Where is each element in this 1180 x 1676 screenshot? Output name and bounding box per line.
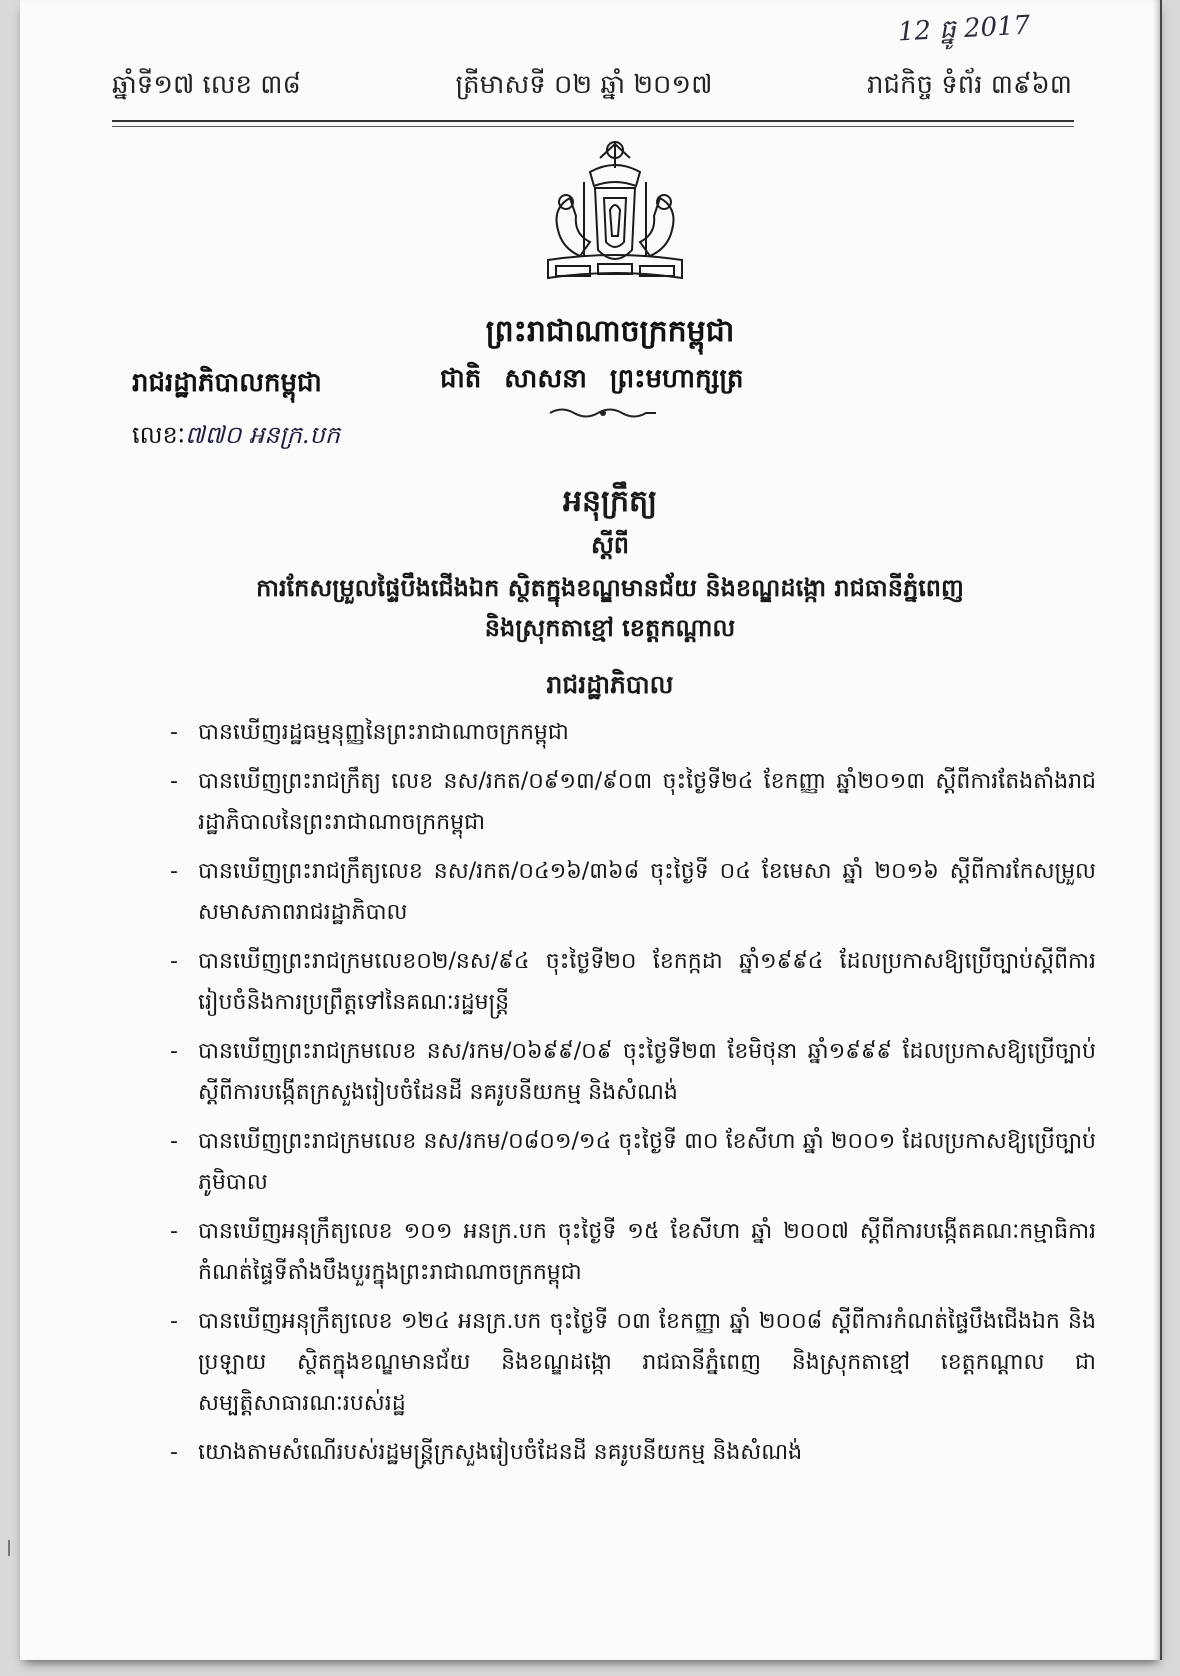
issuer-heading: រាជរដ្ឋាភិបាល bbox=[546, 670, 674, 699]
royal-coat-of-arms-icon bbox=[540, 138, 690, 298]
preamble-clauses bbox=[170, 712, 1096, 1481]
document-title: អនុក្រឹត្យ bbox=[562, 484, 658, 519]
gazette-date: ត្រីមាសទី ០២ ឆ្នាំ ២០១៧ bbox=[455, 70, 713, 100]
clause-item: - បានឃើញព្រះរាជក្រមលេខ០២/នស/៩៤ ចុះថ្ងៃទី២០ ខែកក្កដា ឆ្នាំ១៩៩៤ ដែលប្រកាសឱ្យប្រើច្បាប់ស្តីពីការរៀបចំនិងការប្រព្រឹត្តទៅនៃគណៈរដ្ឋមន្ត្រី bbox=[170, 949, 1096, 1015]
clause-item: - បានឃើញព្រះរាជក្រមលេខ នស/រកម/០៦៩៩/០៩ ចុះថ្ងៃទី២៣ ខែមិថុនា ឆ្នាំ១៩៩៩ ដែលប្រកាសឱ្យប្រើច្បាប់ស្តីពីការបង្កើតក្រសួងរៀបចំដែនដី នគរូបនីយកម្ម និងសំណង់ bbox=[170, 1039, 1096, 1105]
clause-item: - បានឃើញព្រះរាជក្រមលេខ នស/រកម/០៨០១/១៤ ចុះថ្ងៃទី ៣០ ខែសីហា ឆ្នាំ ២០០១ ដែលប្រកាសឱ្យប្រើច្បាប់ភូមិបាល bbox=[170, 1129, 1096, 1195]
clause-item: - យោងតាមសំណើរបស់រដ្ឋមន្ត្រីក្រសួងរៀបចំដែនដី នគរូបនីយកម្ម និងសំណង់ bbox=[170, 1440, 803, 1465]
document-about: ស្តីពី bbox=[590, 531, 630, 559]
document-page bbox=[20, 0, 1162, 1660]
reference-label: លេខៈ bbox=[132, 421, 186, 449]
clause-item: - បានឃើញព្រះរាជក្រឹត្យលេខ នស/រកត/០៤១៦/៣៦៨ ចុះថ្ងៃទី ០៤ ខែមេសា ឆ្នាំ ២០១៦ ស្តីពីការកែសម្រួលសមាសភាពរាជរដ្ឋាភិបាល bbox=[170, 859, 1096, 925]
issuing-government: រាជរដ្ឋាភិបាលកម្ពុជា bbox=[132, 368, 322, 398]
document-subject bbox=[150, 568, 1070, 648]
clause-item: - បានឃើញអនុក្រឹត្យលេខ ១០១ អនក្រ.បក ចុះថ្ងៃទី ១៥ ខែសីហា ឆ្នាំ ២០០៧ ស្តីពីការបង្កើតគណៈកម្មាធិការកំណត់ផ្ទៃទីតាំងបឹងបួរក្នុងព្រះរាជាណាចក្រកម្ពុជា bbox=[170, 1219, 1096, 1285]
ornament-divider-icon bbox=[548, 404, 658, 422]
subject-line: និងស្រុកតាខ្មៅ ខេត្តកណ្ដាល bbox=[484, 614, 736, 642]
gazette-year-issue: ឆ្នាំទី១៧ លេខ ៣៨ bbox=[112, 70, 301, 100]
clause-item: - បានឃើញអនុក្រឹត្យលេខ ១២៤ អនក្រ.បក ចុះថ្ងៃទី ០៣ ខែកញ្ញា ឆ្នាំ ២០០៨ ស្តីពីការកំណត់ផ្ទៃបឹងជើងឯក និងប្រឡាយ ស្ថិតក្នុងខណ្ឌមានជ័យ និងខណ្ឌដង្កោ រាជធានីភ្នំពេញ និងស្រុកតាខ្មៅ ខេត្តកណ្ដាល ជាសម្បត្តិសាធារណៈរបស់រដ្ឋ bbox=[170, 1309, 1096, 1416]
subject-line: ការកែសម្រួលផ្ទៃបឹងជើងឯក ស្ថិតក្នុងខណ្ឌមានជ័យ និងខណ្ឌដង្កោ រាជធានីភ្នំពេញ bbox=[256, 574, 964, 602]
kingdom-title: ព្រះរាជាណាចក្រកម្ពុជា bbox=[485, 314, 735, 349]
national-motto: ជាតិ សាសនា ព្រះមហាក្សត្រ bbox=[440, 364, 744, 394]
reference-value: ៧៧០ អនក្រ.បក bbox=[185, 421, 340, 449]
clause-item: - បានឃើញព្រះរាជក្រឹត្យ លេខ នស/រកត/០៩១៣/៩០៣ ចុះថ្ងៃទី២៤ ខែកញ្ញា ឆ្នាំ២០១៣ ស្តីពីការតែងតាំងរាជរដ្ឋាភិបាលនៃព្រះរាជាណាចក្រកម្ពុជា bbox=[170, 769, 1096, 835]
scan-mark bbox=[8, 1540, 10, 1556]
handwritten-date: 12 ធ្នូ 2017 bbox=[896, 10, 1031, 48]
header-rule bbox=[112, 120, 1074, 122]
gazette-header bbox=[112, 68, 1072, 106]
header-rule-thin bbox=[112, 126, 1074, 127]
reference-number bbox=[132, 420, 340, 455]
gazette-page: រាជកិច្ច ទំព័រ ៣៩៦៣ bbox=[866, 70, 1072, 100]
clause-item: - បានឃើញរដ្ឋធម្មនុញ្ញនៃព្រះរាជាណាចក្រកម្ពុជា bbox=[170, 720, 569, 745]
